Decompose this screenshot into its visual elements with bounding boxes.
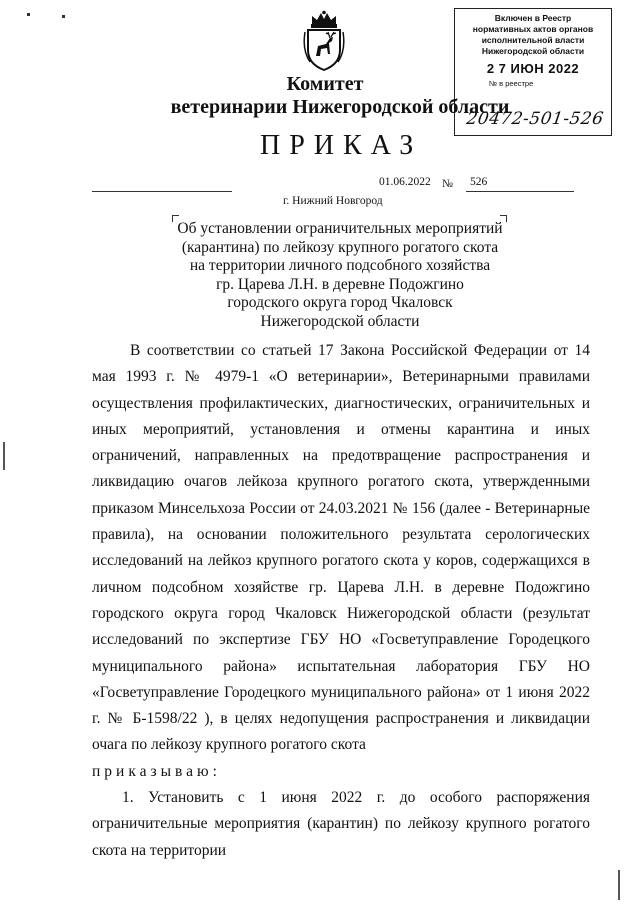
stamp-date: 2 7 ИЮН 2022 xyxy=(486,61,580,76)
stamp-line: Нижегородской области xyxy=(481,46,585,56)
title-line: (карантина) по лейкозу крупного рогатого скота xyxy=(181,238,499,256)
document-body xyxy=(92,338,590,864)
date-underline xyxy=(92,191,232,192)
title-line: Об установлении ограничительных мероприятий xyxy=(177,220,503,237)
number-sign: № xyxy=(442,178,453,190)
city: г. Нижний Новгород xyxy=(283,195,383,207)
scan-edge-mark xyxy=(618,870,620,900)
document-number: 526 xyxy=(470,176,488,188)
org-name-line2: ветеринарии Нижегородской области xyxy=(170,96,510,118)
preamble-paragraph: В соответствии со статьей 17 Закона Российской Федерации от 14 мая 1993 г. № 4979-1 «О ветеринарии», Ветеринарными правилами осуществления профилактических, диагностических, ограничительных и иных мероприятий, установления и отмены карантина и иных ограничений, направленных на предотвращение распространения и ликвидацию очагов лейкоза крупного рогатого скота, утвержденными приказом Минсельхоза России от 24.03.2021 № 156 (далее - Ветеринарные правила), на основании положительного результата серологических исследований на лейкоз крупного рогатого скота у коров, содержащихся в личном подсобном хозяйстве гр. Царева Л.Н. в деревне Подожгино городского округа город Чкаловск Нижегородской области (результат исследований по экспертизе ГБУ НО «Госветуправление Городецкого муниципального района» испытательная лаборатория ГБУ НО «Госветуправление Городецкого муниципального района» от 1 июня 2022 г. № Б-1598/22 ), в целях недопущения распространения и ликвидации очага по лейкозу крупного рогатого скота xyxy=(92,342,590,754)
stamp-registry-number: 20472-501-526 xyxy=(465,109,605,129)
stamp-line: исполнительной власти xyxy=(481,35,585,45)
scan-speck xyxy=(27,13,30,16)
title-line: городского округа город Чкаловск xyxy=(227,294,453,312)
org-name-line1: Комитет xyxy=(286,73,364,95)
order-item-1: 1. Установить с 1 июня 2022 г. до особого распоряжения ограничительные мероприятия (карантин) по лейкозу крупного рогатого скота на территории xyxy=(92,789,590,859)
stamp-line: нормативных актов органов xyxy=(472,24,594,34)
document-date: 01.06.2022 xyxy=(379,176,431,188)
title-line: гр. Царева Л.Н. в деревне Подожгино xyxy=(216,275,464,293)
document-type: ПРИКАЗ xyxy=(260,130,423,161)
stamp-registry-label: № в реестре xyxy=(489,79,534,88)
scan-edge-mark xyxy=(3,442,5,470)
title-line: на территории личного подсобного хозяйства xyxy=(189,257,491,275)
scan-speck xyxy=(62,15,65,18)
orders-word: приказываю: xyxy=(92,762,221,780)
number-underline xyxy=(466,191,574,192)
document-title xyxy=(170,220,510,332)
title-line: Нижегородской области xyxy=(260,312,420,330)
coat-of-arms-emblem xyxy=(302,10,346,72)
stamp-line: Включен в Реестр xyxy=(494,13,572,23)
